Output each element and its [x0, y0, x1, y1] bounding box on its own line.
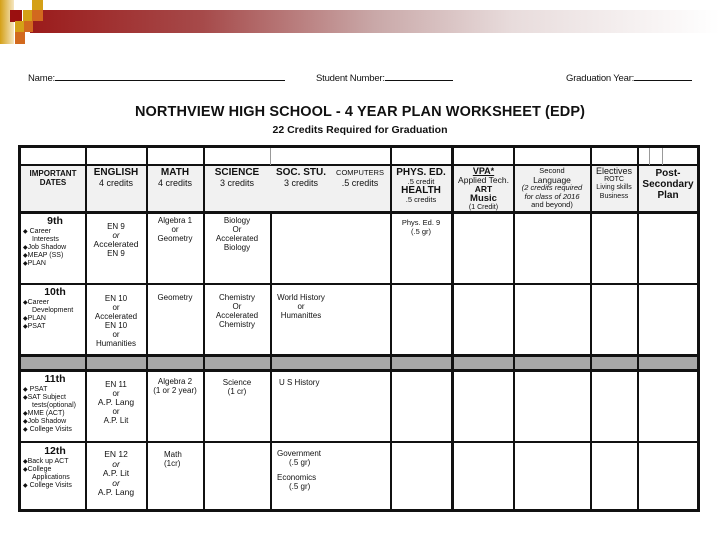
- course-text: or: [112, 330, 120, 339]
- header-name: SOC. STU.: [275, 167, 326, 178]
- header-line: Second: [539, 166, 565, 175]
- gray-separator-band: [21, 356, 697, 370]
- course-text: A.P. Lang: [97, 397, 135, 407]
- graduation-year-field[interactable]: [566, 71, 692, 84]
- course-text: Algebra 2: [157, 377, 193, 386]
- grade-label: 10th: [44, 286, 66, 298]
- date-item: [23, 228, 87, 236]
- header-line: Applied Tech.: [458, 175, 509, 185]
- date-text: College: [27, 466, 52, 473]
- date-item: [23, 244, 87, 252]
- course-text: Phys. Ed. 9: [401, 218, 441, 227]
- date-item: [23, 323, 87, 331]
- course-text: Humanities: [95, 339, 136, 348]
- course-text: A.P. Lang: [97, 487, 135, 497]
- col-divider: [146, 148, 148, 509]
- diamond-bullet-icon: ◆: [23, 459, 28, 465]
- name-label: Name:: [28, 73, 55, 84]
- course-text: Accelerated: [215, 311, 259, 320]
- header-name: ENGLISH: [93, 167, 139, 178]
- course-text: Biology: [223, 243, 251, 252]
- date-text: Development: [32, 307, 74, 314]
- date-text: SAT Subject: [27, 394, 66, 401]
- decor-square-orange-2: [24, 21, 33, 32]
- page-subtitle: 22 Credits Required for Graduation: [272, 124, 448, 136]
- date-item: [23, 394, 87, 402]
- grade-label: 9th: [47, 215, 63, 227]
- decor-square-orange: [32, 10, 43, 21]
- date-text: tests(optional): [32, 402, 76, 409]
- date-item: [23, 482, 87, 490]
- header-line: Living skills: [596, 184, 632, 191]
- date-text: MME (ACT): [27, 410, 65, 417]
- row-divider: [21, 354, 697, 357]
- header-credits: 4 credits: [157, 178, 192, 188]
- header-line: Language: [533, 174, 571, 185]
- course-text: Humanittes: [280, 311, 322, 320]
- diamond-bullet-icon: ◆: [23, 427, 28, 433]
- header-credits: .5 credits: [405, 195, 437, 204]
- course-text: EN 10: [104, 321, 128, 330]
- date-item: [23, 466, 87, 474]
- col-divider: [270, 148, 271, 165]
- grade-12-english: [86, 450, 146, 498]
- student-number-label: Student Number:: [316, 73, 385, 84]
- course-text: A.P. Lit: [102, 468, 130, 478]
- date-text: PSAT: [29, 386, 48, 393]
- course-text: Or: [232, 225, 242, 234]
- grade-11-electives-area[interactable]: [453, 372, 699, 441]
- course-text: Science: [222, 378, 252, 387]
- header-math: [147, 168, 203, 188]
- course-text: (.5 gr): [410, 227, 431, 236]
- course-text: or: [112, 389, 120, 398]
- course-text: Geometry: [157, 293, 193, 302]
- date-text: Applications: [32, 474, 70, 481]
- grade-11-science: [204, 378, 270, 396]
- header-name: VPA*: [472, 166, 495, 176]
- col-divider: [649, 148, 650, 165]
- diamond-bullet-icon: ◆: [23, 395, 28, 401]
- page-title: NORTHVIEW HIGH SCHOOL - 4 YEAR PLAN WORKSHEET (EDP): [134, 104, 586, 120]
- course-text: or: [112, 231, 120, 240]
- course-text: (1 or 2 year): [153, 386, 197, 395]
- grade-label: 12th: [44, 445, 66, 457]
- header-credits: 4 credits: [98, 178, 133, 188]
- col-divider: [270, 211, 272, 509]
- course-text: Or: [232, 302, 242, 311]
- course-text: Accelerated: [215, 234, 259, 243]
- grade-label: 11th: [44, 373, 66, 385]
- grade-10-social-studies: [271, 293, 331, 320]
- date-text: Interests: [32, 236, 59, 243]
- date-item: [23, 315, 87, 323]
- header-credits: .5 credits: [341, 178, 379, 188]
- grade-11-social-studies: [279, 378, 339, 387]
- course-text: Government: [277, 449, 322, 458]
- header-post-secondary: [638, 168, 698, 201]
- diamond-bullet-icon: ◆: [23, 324, 28, 330]
- grade-11-english: [86, 380, 146, 425]
- course-text: EN 9: [107, 222, 125, 231]
- course-text: (.5 gr): [289, 482, 311, 491]
- header-name: MATH: [160, 167, 190, 178]
- date-text: MEAP (SS): [27, 252, 64, 259]
- header-name: SCIENCE: [214, 167, 260, 178]
- diamond-bullet-icon: ◆: [23, 300, 28, 306]
- diamond-bullet-icon: ◆: [23, 253, 28, 259]
- course-text: Math: [164, 450, 182, 459]
- student-number-field[interactable]: [316, 71, 453, 84]
- header-credits: .5 credit: [407, 177, 435, 186]
- course-text: (.5 gr): [289, 458, 311, 467]
- header-vpa: [454, 167, 513, 212]
- header-health: HEALTH: [401, 185, 441, 196]
- header-social-studies: [271, 168, 331, 188]
- header-computers: [329, 168, 391, 188]
- header-second-language: [514, 167, 590, 210]
- header-line: Business: [599, 192, 629, 200]
- gradient-bar: [30, 10, 720, 33]
- date-text: Career: [29, 228, 51, 235]
- course-text: (1 cr): [227, 387, 247, 396]
- header-line: and beyond): [531, 200, 573, 209]
- diamond-bullet-icon: ◆: [23, 229, 28, 235]
- header-line: ROTC: [604, 175, 624, 183]
- date-text: PSAT: [27, 323, 46, 330]
- course-text: A.P. Lit: [103, 416, 129, 425]
- course-text: U S History: [279, 378, 320, 387]
- date-item: [23, 260, 87, 268]
- header-name: PHYS. ED.: [396, 167, 446, 178]
- grade-10-electives-area[interactable]: [453, 285, 699, 354]
- name-blank[interactable]: [55, 71, 285, 81]
- header-credits: 3 credits: [219, 178, 254, 188]
- slide-banner: [0, 0, 720, 45]
- grade-9-electives-area[interactable]: [453, 214, 699, 283]
- diamond-bullet-icon: ◆: [23, 483, 28, 489]
- date-text: College Visits: [29, 426, 72, 433]
- graduation-year-label: Graduation Year:: [566, 73, 635, 84]
- date-text: Job Shadow: [27, 418, 67, 425]
- date-text: College Visits: [29, 482, 72, 489]
- header-english: [86, 168, 146, 188]
- header-line: for class of 2016: [524, 191, 580, 201]
- header-line: Post-: [655, 168, 681, 179]
- course-text: Accelerated: [94, 312, 138, 321]
- grade-12-dates: [23, 445, 87, 490]
- date-item: [23, 252, 87, 260]
- diamond-bullet-icon: ◆: [23, 316, 28, 322]
- grade-9-math: [147, 216, 203, 243]
- header-science: [204, 168, 270, 188]
- course-text: EN 11: [105, 380, 127, 389]
- grade-10-science: [204, 293, 270, 329]
- diamond-bullet-icon: ◆: [23, 261, 28, 267]
- course-text: (1cr): [164, 459, 181, 468]
- header-important-dates: [21, 169, 85, 187]
- header-line: ART: [474, 184, 493, 194]
- course-text: Geometry: [157, 234, 193, 243]
- course-text: Economics: [277, 473, 317, 482]
- date-item: [23, 458, 87, 466]
- name-field[interactable]: [28, 71, 285, 84]
- header-line: Secondary: [642, 179, 694, 190]
- grade-12-math: [164, 450, 204, 468]
- date-item: [23, 410, 87, 418]
- header-line: Electives: [595, 166, 632, 176]
- date-text: PLAN: [27, 260, 46, 267]
- header-line: (2 credits required: [521, 183, 583, 192]
- date-item: [23, 426, 87, 434]
- decor-square-orange-3: [15, 32, 25, 44]
- course-text: Chemistry: [218, 320, 255, 329]
- course-text: EN 10: [104, 294, 128, 303]
- student-number-blank[interactable]: [385, 71, 453, 81]
- date-item: [23, 299, 87, 307]
- grade-9-phys-ed: [391, 218, 451, 236]
- course-text: or: [112, 477, 120, 488]
- header-line: (1 Credit): [468, 204, 499, 211]
- graduation-year-blank[interactable]: [634, 71, 692, 81]
- header-line: Plan: [657, 190, 679, 201]
- diamond-bullet-icon: ◆: [23, 245, 28, 251]
- grade-12-electives-area[interactable]: [453, 443, 699, 509]
- course-text: or: [112, 407, 120, 416]
- grade-11-dates: [23, 373, 87, 434]
- course-text: EN 12: [104, 449, 128, 459]
- course-text: or: [171, 225, 179, 234]
- course-text: or: [112, 303, 120, 312]
- header-phys-ed: [391, 168, 451, 204]
- grade-10-english: [86, 294, 146, 348]
- course-text: or: [297, 302, 305, 311]
- course-text: Algebra 1: [157, 216, 193, 225]
- diamond-bullet-icon: ◆: [23, 419, 28, 425]
- course-text: Biology: [223, 216, 251, 225]
- plan-table: [18, 145, 700, 512]
- header-line: Music: [470, 193, 497, 204]
- grade-10-dates: [23, 286, 87, 331]
- course-text: Accelerated: [93, 239, 139, 249]
- diamond-bullet-icon: ◆: [23, 467, 28, 473]
- header-credits: 3 credits: [283, 178, 318, 188]
- header-name: COMPUTERS: [336, 168, 384, 177]
- diamond-bullet-icon: ◆: [23, 411, 28, 417]
- grade-9-dates: [23, 215, 87, 268]
- date-item: [23, 386, 87, 394]
- course-text: EN 9: [107, 249, 125, 258]
- grade-11-math: [147, 377, 203, 395]
- diamond-bullet-icon: ◆: [23, 387, 28, 393]
- course-text: World History: [277, 293, 325, 302]
- date-text: Career: [27, 299, 50, 306]
- decor-square-gold-left: [0, 0, 14, 44]
- header-line: IMPORTANT: [29, 169, 77, 178]
- grade-9-science: [204, 216, 270, 252]
- grade-9-english: [86, 222, 146, 258]
- header-line: DATES: [39, 178, 67, 187]
- course-text: Chemistry: [218, 293, 255, 302]
- grade-10-math: [147, 293, 203, 302]
- date-item: [23, 418, 87, 426]
- date-text: PLAN: [27, 315, 46, 322]
- col-divider: [662, 148, 663, 165]
- grade-12-social-studies: [277, 449, 377, 491]
- header-electives: [591, 167, 637, 201]
- date-text: Back up ACT: [27, 458, 69, 465]
- course-text: or: [112, 458, 120, 469]
- date-text: Job Shadow: [27, 244, 67, 251]
